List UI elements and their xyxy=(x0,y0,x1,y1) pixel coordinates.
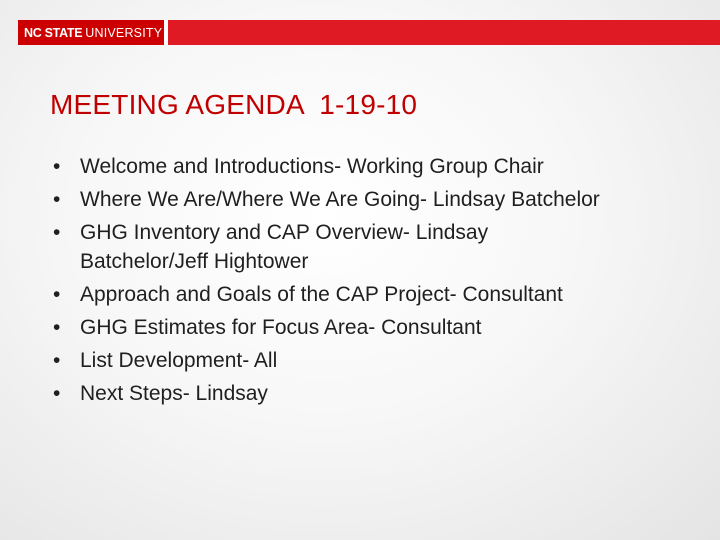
agenda-item: • Where We Are/Where We Are Going- Lindsay Batchelor xyxy=(52,185,612,214)
agenda-list xyxy=(52,152,612,412)
university-logo xyxy=(18,20,164,45)
agenda-item: • List Development- All xyxy=(52,346,612,375)
logo-divider xyxy=(164,20,168,45)
slide-title: MEETING AGENDA 1-19-10 xyxy=(50,89,418,120)
agenda-item: • Approach and Goals of the CAP Project- Consultant xyxy=(52,280,612,309)
agenda-item: • Next Steps- Lindsay xyxy=(52,379,612,408)
agenda-item: • Welcome and Introductions- Working Group Chair xyxy=(52,152,612,181)
agenda-item: • GHG Inventory and CAP Overview- Lindsay Batchelor/Jeff Hightower xyxy=(52,218,612,276)
logo-text: UNIVERSITY xyxy=(85,25,163,40)
agenda-item: • GHG Estimates for Focus Area- Consultant xyxy=(52,313,612,342)
logo-bold-text: NC STATE xyxy=(24,25,83,40)
